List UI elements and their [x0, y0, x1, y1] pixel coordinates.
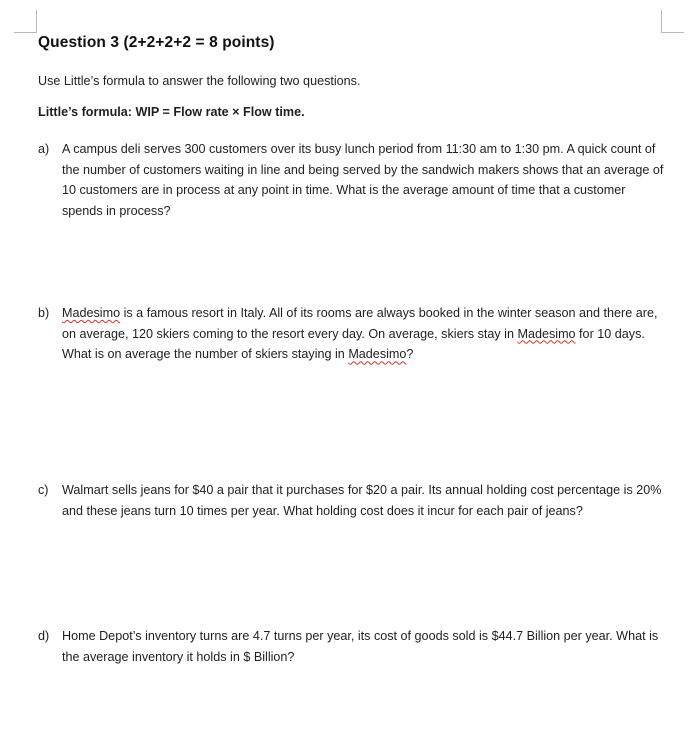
page-corner-mark-top-right: [661, 10, 684, 33]
spellcheck-word[interactable]: Madesimo: [62, 306, 121, 320]
question-b-segment: ?: [406, 347, 414, 362]
question-b-text: [62, 303, 668, 365]
question-c: [38, 480, 668, 521]
question-d-text: Home Depot’s inventory turns are 4.7 turns per year, its cost of goods sold is $44.7 Billion per year. What is the average inventory it holds in $ Billion?: [62, 629, 659, 664]
question-b-segment: is a famous resort in Italy. All of its rooms are always booked in the winter season and there are, on average, 120 skiers coming to the resort every day. On average, skiers stay in: [62, 306, 658, 341]
question-title: Question 3 (2+2+2+2 = 8 points): [38, 34, 275, 51]
question-a-label: a): [38, 142, 50, 156]
spellcheck-word[interactable]: Madesimo: [517, 326, 576, 341]
intro-text: Use Little’s formula to answer the following two questions.: [38, 74, 361, 88]
question-c-text: Walmart sells jeans for $40 a pair that it purchases for $20 a pair. Its annual holding cost percentage is 20% and these jeans turn 10 times per year. What holding cost does it incur for each pair of jeans?: [62, 483, 662, 518]
question-d-label: d): [38, 629, 50, 643]
formula-text: Little’s formula: WIP = Flow rate × Flow time.: [38, 105, 305, 119]
page-corner-mark-top-left: [14, 10, 37, 33]
question-a-text: A campus deli serves 300 customers over its busy lunch period from 11:30 am to 1:30 pm. A quick count of the number of customers waiting in line and being served by the sandwich makers shows that an average of 10 customers are in process at any point in time. What is the average amount of time that a customer spends in process?: [62, 142, 664, 219]
question-b-segment: for 10 days. What is on average the number of skiers staying in: [62, 326, 645, 362]
spellcheck-word[interactable]: Madesimo: [348, 347, 407, 362]
question-b-label: b): [38, 306, 50, 320]
question-a: [38, 139, 668, 222]
question-b: [38, 303, 668, 365]
question-c-label: c): [38, 483, 49, 497]
document-page[interactable]: [38, 34, 668, 664]
question-d: [38, 626, 668, 667]
